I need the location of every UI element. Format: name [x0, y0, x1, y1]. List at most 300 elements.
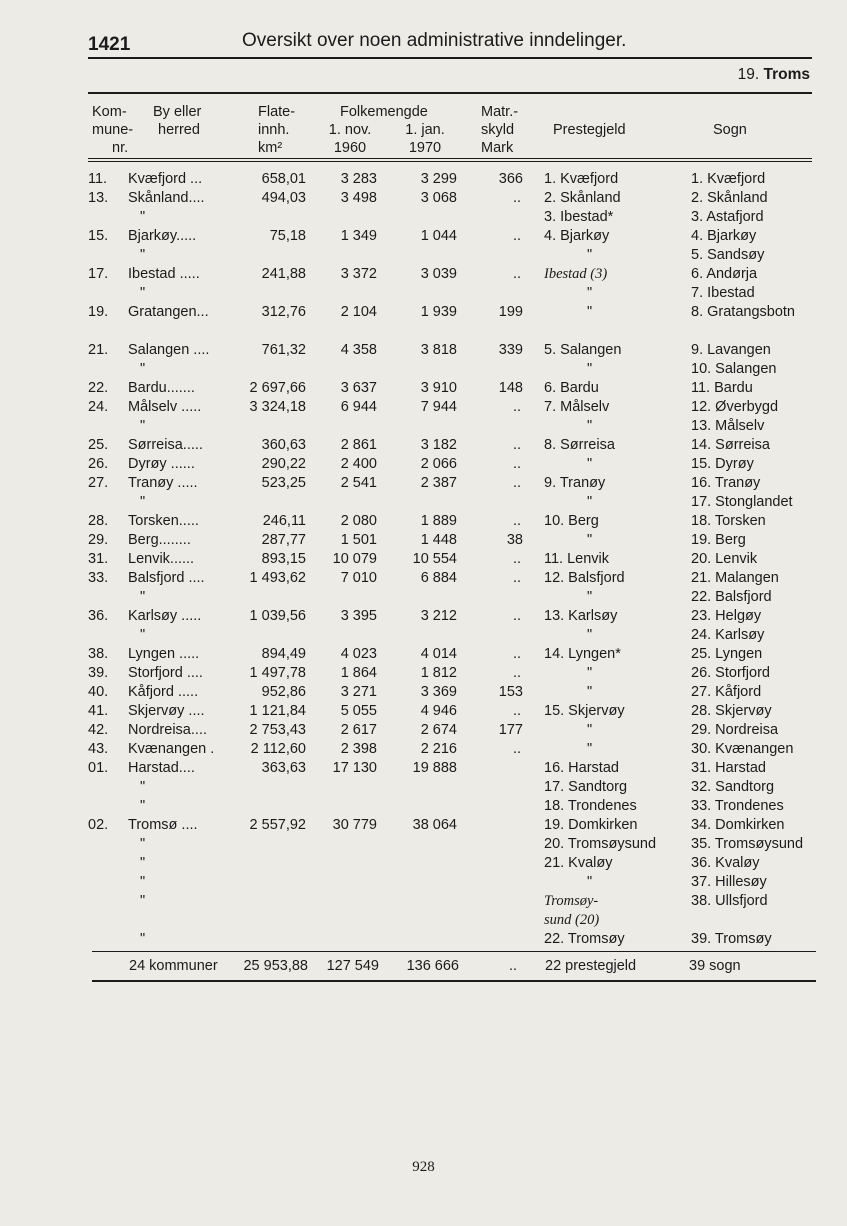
row-pop60: 4 023 [340, 646, 377, 662]
header-line: 1970 [408, 140, 442, 156]
row-pop60: 1 349 [340, 228, 377, 244]
row-matr: .. [512, 570, 521, 586]
row-pop70: 3 068 [420, 190, 457, 206]
table-row [0, 626, 847, 645]
row-name: " [140, 931, 146, 947]
row-sogn: 18. Torsken [691, 513, 766, 529]
table-row [0, 721, 847, 740]
row-name: Berg........ [128, 532, 191, 548]
row-sogn: 20. Lenvik [691, 551, 758, 567]
row-matr: 199 [498, 304, 523, 320]
row-nr: 11. [88, 171, 108, 187]
row-prestegjeld: 16. Harstad [544, 760, 619, 776]
row-matr: 177 [498, 722, 523, 738]
header-line: 1. jan. [405, 122, 445, 138]
table-row [0, 835, 847, 854]
row-area: 3 324,18 [249, 399, 306, 415]
row-pop70: 38 064 [412, 817, 457, 833]
row-matr: .. [512, 456, 521, 472]
row-prestegjeld: 12. Balsfjord [544, 570, 625, 586]
table-row [0, 892, 847, 911]
row-prestegjeld: " [587, 627, 593, 643]
header-line: 1960 [333, 140, 367, 156]
table-row [0, 930, 847, 949]
row-matr: .. [512, 608, 521, 624]
row-pop60: 2 617 [340, 722, 377, 738]
row-nr: 25. [88, 437, 109, 453]
footer-page-number: 928 [412, 1159, 435, 1175]
row-matr: .. [512, 551, 521, 567]
row-name: Kvænangen . [128, 741, 215, 757]
row-prestegjeld: 22. Tromsøy [544, 931, 625, 947]
row-sogn: 36. Kvaløy [691, 855, 760, 871]
row-nr: 22. [88, 380, 109, 396]
section-heading [738, 66, 810, 84]
row-matr: .. [512, 437, 521, 453]
header-line: nr. [112, 140, 129, 156]
row-sogn: 29. Nordreisa [691, 722, 779, 738]
table-row [0, 911, 847, 930]
row-area: 75,18 [269, 228, 306, 244]
row-nr: 19. [88, 304, 109, 320]
header-line: By eller [153, 104, 202, 120]
table-row [0, 816, 847, 835]
table-row [0, 246, 847, 265]
row-name: Målselv ..... [128, 399, 202, 415]
row-name: " [140, 798, 146, 814]
row-prestegjeld: " [587, 874, 593, 890]
total-matr: .. [509, 958, 518, 974]
row-prestegjeld: " [587, 494, 593, 510]
row-name: Kvæfjord ... [128, 171, 203, 187]
row-prestegjeld: " [587, 247, 593, 263]
row-nr: 28. [88, 513, 109, 529]
column-header-matr [481, 103, 518, 157]
row-matr: .. [512, 399, 521, 415]
row-pop70: 6 884 [420, 570, 457, 586]
row-sogn: 32. Sandtorg [691, 779, 775, 795]
row-prestegjeld: 4. Bjarkøy [544, 228, 610, 244]
row-name: Kåfjord ..... [128, 684, 199, 700]
row-area: 241,88 [261, 266, 306, 282]
row-nr: 33. [88, 570, 109, 586]
table-row [0, 398, 847, 417]
total-sogn: 39 sogn [689, 958, 741, 974]
row-sogn: 26. Storfjord [691, 665, 770, 681]
table-row [0, 417, 847, 436]
row-prestegjeld: 19. Domkirken [544, 817, 638, 833]
row-name: " [140, 418, 146, 434]
row-sogn: 17. Stonglandet [691, 494, 793, 510]
row-sogn: 4. Bjarkøy [691, 228, 757, 244]
row-pop60: 2 861 [340, 437, 377, 453]
row-area: 1 497,78 [249, 665, 306, 681]
header-line: mune- [92, 122, 134, 138]
row-prestegjeld: " [587, 722, 593, 738]
table-row [0, 474, 847, 493]
row-sogn: 15. Dyrøy [691, 456, 754, 472]
row-pop70: 3 369 [420, 684, 457, 700]
row-prestegjeld: 10. Berg [544, 513, 599, 529]
table-row [0, 588, 847, 607]
header-line: Matr.- [481, 104, 519, 120]
row-pop60: 3 271 [340, 684, 377, 700]
row-area: 1 039,56 [249, 608, 306, 624]
row-prestegjeld: 2. Skånland [544, 190, 621, 206]
table-row [0, 208, 847, 227]
row-sogn: 5. Sandsøy [691, 247, 765, 263]
row-pop60: 2 398 [340, 741, 377, 757]
row-name: Gratangen... [128, 304, 209, 320]
row-nr: 17. [88, 266, 109, 282]
row-pop70: 7 944 [420, 399, 457, 415]
row-sogn: 19. Berg [691, 532, 746, 548]
total-prestegjeld: 22 prestegjeld [545, 958, 637, 974]
header-line: innh. [258, 122, 290, 138]
row-matr: .. [512, 475, 521, 491]
row-pop60: 2 541 [340, 475, 377, 491]
table-top-rule [88, 92, 812, 94]
section-number: 19. [737, 66, 760, 83]
table-row [0, 360, 847, 379]
row-area: 894,49 [261, 646, 306, 662]
table-row [0, 873, 847, 892]
row-area: 312,76 [261, 304, 306, 320]
total-top-rule [92, 951, 816, 952]
table-row [0, 778, 847, 797]
row-name: " [140, 874, 146, 890]
row-nr: 02. [88, 817, 109, 833]
row-prestegjeld: " [587, 304, 593, 320]
row-area: 523,25 [261, 475, 306, 491]
row-pop70: 1 044 [420, 228, 457, 244]
row-pop70: 4 014 [420, 646, 457, 662]
row-name: Tromsø .... [128, 817, 198, 833]
row-prestegjeld: 3. Ibestad* [544, 209, 614, 225]
table-row [0, 531, 847, 550]
column-header-pop60 [310, 121, 390, 157]
total-pop70: 136 666 [406, 958, 459, 974]
row-pop60: 3 395 [340, 608, 377, 624]
row-sogn: 37. Hillesøy [691, 874, 767, 890]
row-pop60: 30 779 [332, 817, 377, 833]
row-nr: 39. [88, 665, 109, 681]
row-name: Storfjord .... [128, 665, 203, 681]
row-sogn: 22. Balsfjord [691, 589, 772, 605]
row-pop70: 10 554 [412, 551, 457, 567]
row-matr: 153 [498, 684, 523, 700]
column-header-prestegjeld: Prestegjeld [553, 122, 626, 138]
row-prestegjeld: sund (20) [544, 912, 600, 928]
table-row [0, 550, 847, 569]
table-row [0, 170, 847, 189]
row-area: 246,11 [262, 513, 306, 529]
row-pop70: 4 946 [420, 703, 457, 719]
row-sogn: 30. Kvænangen [691, 741, 794, 757]
table-bottom-rule [92, 980, 816, 982]
row-pop60: 7 010 [340, 570, 377, 586]
row-pop60: 1 501 [340, 532, 377, 548]
row-area: 1 121,84 [249, 703, 306, 719]
table-row [0, 645, 847, 664]
table-row [0, 512, 847, 531]
table-row [0, 683, 847, 702]
row-matr: .. [512, 513, 521, 529]
row-area: 2 697,66 [249, 380, 306, 396]
row-name: Balsfjord .... [128, 570, 205, 586]
row-sogn: 8. Gratangsbotn [691, 304, 795, 320]
row-pop60: 6 944 [340, 399, 377, 415]
row-name: Harstad.... [128, 760, 195, 776]
row-name: Bardu....... [128, 380, 195, 396]
row-matr: 148 [498, 380, 523, 396]
row-name: " [140, 209, 146, 225]
row-sogn: 33. Trondenes [691, 798, 784, 814]
section-name: Troms [763, 66, 810, 83]
row-prestegjeld: 14. Lyngen* [544, 646, 621, 662]
table-row [0, 436, 847, 455]
row-area: 893,15 [261, 551, 306, 567]
row-prestegjeld: 8. Sørreisa [544, 437, 615, 453]
table-row [0, 227, 847, 246]
row-prestegjeld: " [587, 741, 593, 757]
row-sogn: 3. Astafjord [691, 209, 764, 225]
row-name: " [140, 285, 146, 301]
row-nr: 36. [88, 608, 109, 624]
header-rule [88, 57, 812, 59]
header-line: Kom- [92, 104, 127, 120]
table-row [0, 189, 847, 208]
row-name: " [140, 893, 146, 909]
row-matr: .. [512, 665, 521, 681]
table-row [0, 303, 847, 322]
row-pop60: 3 283 [340, 171, 377, 187]
row-pop70: 3 039 [420, 266, 457, 282]
row-prestegjeld: 21. Kvaløy [544, 855, 613, 871]
table-row [0, 740, 847, 759]
table-row [0, 759, 847, 778]
row-name: Bjarkøy..... [128, 228, 197, 244]
row-sogn: 7. Ibestad [691, 285, 755, 301]
row-area: 658,01 [261, 171, 306, 187]
column-header-pop70 [389, 121, 461, 157]
row-name: " [140, 247, 146, 263]
row-sogn: 10. Salangen [691, 361, 777, 377]
row-area: 2 112,60 [250, 741, 306, 757]
row-pop60: 2 400 [340, 456, 377, 472]
row-area: 494,03 [261, 190, 306, 206]
row-prestegjeld: " [587, 532, 593, 548]
header-line: km² [258, 140, 283, 156]
row-prestegjeld: " [587, 285, 593, 301]
row-prestegjeld: Ibestad (3) [544, 266, 608, 282]
row-prestegjeld: " [587, 456, 593, 472]
row-pop60: 3 637 [340, 380, 377, 396]
row-nr: 24. [88, 399, 109, 415]
table-row [0, 455, 847, 474]
row-name: " [140, 855, 146, 871]
table-row [0, 607, 847, 626]
row-matr: .. [512, 228, 521, 244]
row-sogn: 9. Lavangen [691, 342, 771, 358]
row-name: Karlsøy ..... [128, 608, 202, 624]
row-name: " [140, 836, 146, 852]
row-area: 952,86 [261, 684, 306, 700]
row-nr: 13. [88, 190, 109, 206]
row-pop70: 1 448 [420, 532, 457, 548]
row-nr: 31. [88, 551, 109, 567]
row-prestegjeld: 5. Salangen [544, 342, 622, 358]
header-line: Flate- [258, 104, 296, 120]
row-name: " [140, 589, 146, 605]
column-header-area [258, 103, 295, 157]
row-pop60: 17 130 [332, 760, 377, 776]
row-nr: 38. [88, 646, 109, 662]
row-nr: 26. [88, 456, 109, 472]
row-name: " [140, 494, 146, 510]
row-prestegjeld: " [587, 418, 593, 434]
row-prestegjeld: Tromsøy- [544, 893, 599, 909]
row-sogn: 25. Lyngen [691, 646, 763, 662]
row-prestegjeld: 17. Sandtorg [544, 779, 628, 795]
row-area: 2 753,43 [249, 722, 306, 738]
row-sogn: 21. Malangen [691, 570, 779, 586]
column-header-name [153, 103, 201, 139]
row-pop60: 3 498 [340, 190, 377, 206]
row-name: " [140, 361, 146, 377]
row-pop60: 1 864 [340, 665, 377, 681]
table-row [0, 379, 847, 398]
row-pop70: 19 888 [412, 760, 457, 776]
row-name: Torsken..... [128, 513, 199, 529]
row-nr: 41. [88, 703, 109, 719]
row-pop60: 2 104 [340, 304, 377, 320]
page-number: 1421 [88, 34, 131, 55]
row-prestegjeld: 9. Tranøy [544, 475, 606, 491]
row-sogn: 39. Tromsøy [691, 931, 772, 947]
table-row [0, 797, 847, 816]
row-matr: 38 [506, 532, 523, 548]
row-sogn: 16. Tranøy [691, 475, 761, 491]
row-sogn: 38. Ullsfjord [691, 893, 768, 909]
column-header-nr [92, 103, 133, 157]
header-bottom-rule [88, 161, 812, 162]
row-sogn: 28. Skjervøy [691, 703, 772, 719]
row-pop70: 3 818 [420, 342, 457, 358]
row-sogn: 31. Harstad [691, 760, 766, 776]
row-name: Ibestad ..... [128, 266, 200, 282]
row-pop60: 2 080 [340, 513, 377, 529]
row-area: 363,63 [261, 760, 306, 776]
row-pop70: 1 812 [420, 665, 457, 681]
row-prestegjeld: " [587, 361, 593, 377]
row-sogn: 12. Øverbygd [691, 399, 779, 415]
row-sogn: 1. Kvæfjord [691, 171, 766, 187]
header-line: herred [158, 122, 200, 138]
row-nr: 29. [88, 532, 109, 548]
row-pop70: 1 889 [420, 513, 457, 529]
row-pop70: 3 212 [420, 608, 457, 624]
header-line: skyld [481, 122, 515, 138]
column-header-population: Folkemengde [340, 104, 428, 120]
row-sogn: 34. Domkirken [691, 817, 785, 833]
row-name: Skjervøy .... [128, 703, 205, 719]
row-name: Salangen .... [128, 342, 210, 358]
row-pop60: 4 358 [340, 342, 377, 358]
row-area: 1 493,62 [249, 570, 306, 586]
row-nr: 01. [88, 760, 109, 776]
row-name: Tranøy ..... [128, 475, 198, 491]
row-matr: 366 [498, 171, 523, 187]
row-matr: .. [512, 266, 521, 282]
row-pop70: 3 910 [420, 380, 457, 396]
row-prestegjeld: " [587, 665, 593, 681]
table-row [0, 493, 847, 512]
row-sogn: 27. Kåfjord [691, 684, 762, 700]
row-pop70: 2 387 [420, 475, 457, 491]
row-name: " [140, 779, 146, 795]
row-name: " [140, 627, 146, 643]
row-name: Lyngen ..... [128, 646, 200, 662]
row-sogn: 23. Helgøy [691, 608, 762, 624]
table-row [0, 664, 847, 683]
row-name: Lenvik...... [128, 551, 195, 567]
row-nr: 15. [88, 228, 109, 244]
row-area: 360,63 [261, 437, 306, 453]
row-nr: 27. [88, 475, 109, 491]
row-matr: .. [512, 703, 521, 719]
total-area: 25 953,88 [243, 958, 308, 974]
row-pop70: 3 299 [420, 171, 457, 187]
table-row [0, 341, 847, 360]
row-matr: .. [512, 646, 521, 662]
header-bottom-rule [88, 158, 812, 159]
row-prestegjeld: 1. Kvæfjord [544, 171, 619, 187]
row-sogn: 13. Målselv [691, 418, 765, 434]
row-pop70: 2 674 [420, 722, 457, 738]
header-line: Mark [481, 140, 514, 156]
row-matr: 339 [498, 342, 523, 358]
table-row [0, 265, 847, 284]
row-nr: 40. [88, 684, 109, 700]
row-area: 761,32 [261, 342, 306, 358]
table-row [0, 284, 847, 303]
page-title: Oversikt over noen administrative inndelinger. [242, 30, 627, 51]
row-sogn: 11. Bardu [691, 380, 753, 396]
row-prestegjeld: 20. Tromsøysund [544, 836, 657, 852]
row-name: Sørreisa..... [128, 437, 203, 453]
row-matr: .. [512, 741, 521, 757]
row-name: Nordreisa.... [128, 722, 207, 738]
header-line: 1. nov. [328, 122, 372, 138]
row-sogn: 6. Andørja [691, 266, 758, 282]
row-name: Skånland.... [128, 190, 205, 206]
row-sogn: 35. Tromsøysund [691, 836, 804, 852]
row-area: 2 557,92 [249, 817, 306, 833]
row-prestegjeld: 13. Karlsøy [544, 608, 618, 624]
row-area: 290,22 [261, 456, 306, 472]
row-sogn: 14. Sørreisa [691, 437, 770, 453]
row-prestegjeld: " [587, 589, 593, 605]
row-sogn: 24. Karlsøy [691, 627, 765, 643]
row-name: Dyrøy ...... [128, 456, 195, 472]
table-row [0, 854, 847, 873]
row-prestegjeld: 18. Trondenes [544, 798, 637, 814]
row-nr: 42. [88, 722, 109, 738]
row-pop70: 2 066 [420, 456, 457, 472]
row-pop70: 2 216 [420, 741, 457, 757]
row-sogn: 2. Skånland [691, 190, 768, 206]
